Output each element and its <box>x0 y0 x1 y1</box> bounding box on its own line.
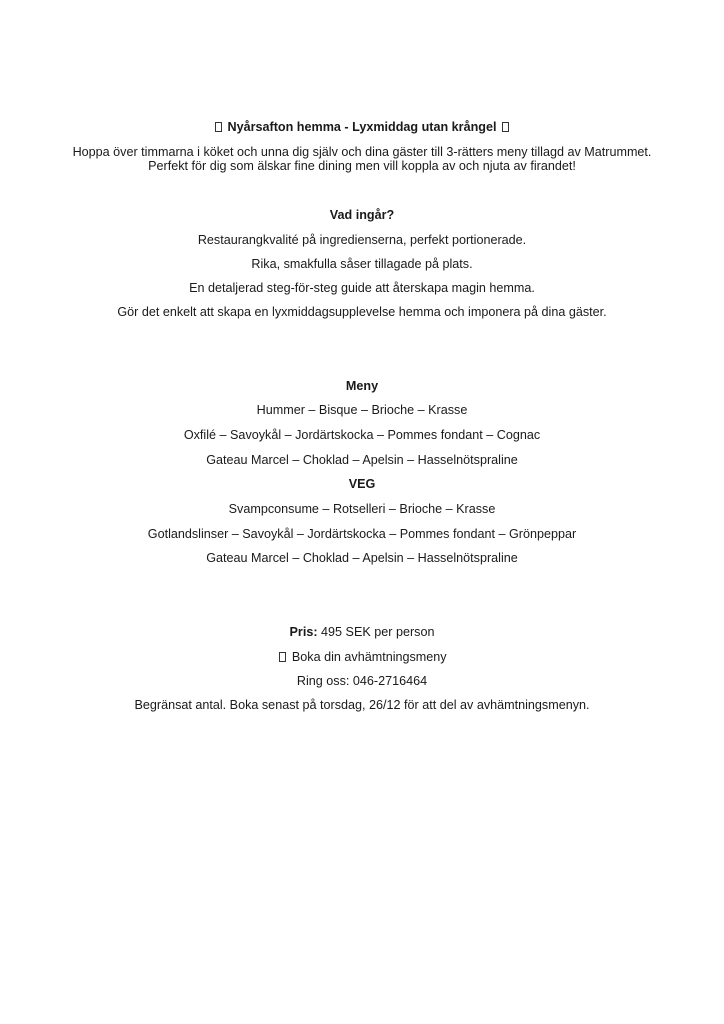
price-line <box>0 625 724 640</box>
veg-course: Gateau Marcel – Choklad – Apelsin – Hasselnötspraline <box>206 551 518 565</box>
included-item: Gör det enkelt att skapa en lyxmiddagsupplevelse hemma och imponera på dina gäster. <box>117 305 607 319</box>
menu-course: Oxfilé – Savoykål – Jordärtskocka – Pommes fondant – Cognac <box>183 428 541 442</box>
missing-glyph-icon <box>502 122 509 132</box>
book-text: Boka din avhämtningsmeny <box>291 650 447 664</box>
included-item: Rika, smakfulla såser tillagade på plats. <box>251 257 473 271</box>
missing-glyph-icon <box>279 652 286 662</box>
book-line <box>0 650 724 665</box>
veg-heading: VEG <box>348 477 376 491</box>
veg-course: Svampconsume – Rotselleri – Brioche – Krasse <box>228 502 496 516</box>
title-text: Nyårsafton hemma - Lyxmiddag utan krångel <box>227 120 497 134</box>
page-title <box>0 120 724 135</box>
included-heading: Vad ingår? <box>329 208 395 222</box>
menu-heading: Meny <box>345 379 379 393</box>
booking-note: Begränsat antal. Boka senast på torsdag, 26/12 för att del av avhämtningsmenyn. <box>134 698 590 712</box>
price-label: Pris: <box>289 625 318 639</box>
price-value: 495 SEK per person <box>321 625 435 639</box>
menu-course: Gateau Marcel – Choklad – Apelsin – Hasselnötspraline <box>206 453 518 467</box>
intro-line-2: Perfekt för dig som älskar fine dining men vill koppla av och njuta av firandet! <box>148 159 576 173</box>
intro-line-1: Hoppa över timmarna i köket och unna dig själv och dina gäster till 3-rätters meny tillagd av Matrummet. <box>72 145 652 159</box>
veg-course: Gotlandslinser – Savoykål – Jordärtskocka – Pommes fondant – Grönpeppar <box>147 527 577 541</box>
menu-course: Hummer – Bisque – Brioche – Krasse <box>256 403 468 417</box>
missing-glyph-icon <box>215 122 222 132</box>
included-item: Restaurangkvalité på ingredienserna, perfekt portionerade. <box>197 233 527 247</box>
phone-line: Ring oss: 046-2716464 <box>296 674 428 688</box>
included-item: En detaljerad steg-för-steg guide att återskapa magin hemma. <box>189 281 535 295</box>
